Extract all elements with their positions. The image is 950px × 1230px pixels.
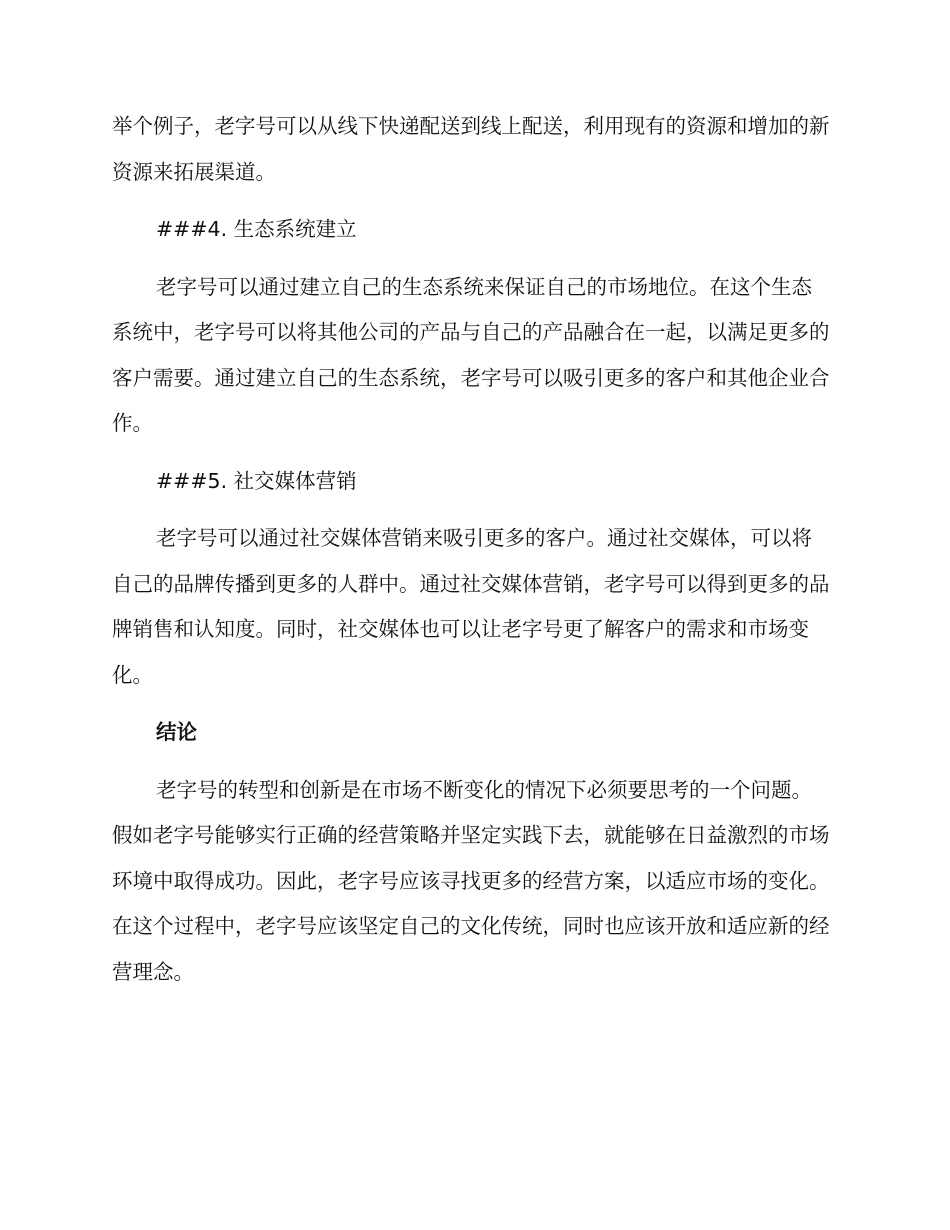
spacer	[112, 253, 832, 265]
spacer	[112, 195, 832, 207]
document-page	[112, 104, 832, 995]
spacer	[112, 504, 832, 516]
heading-social-media: ###5. 社交媒体营销	[156, 468, 357, 493]
paragraph-social-media: 老字号可以通过社交媒体营销来吸引更多的客户。通过社交媒体，可以将自己的品牌传播到更多的人群中。通过社交媒体营销，老字号可以得到更多的品牌销售和认知度。同时，社交媒体也可以让老字号更了解客户的需求和市场变化。	[112, 526, 830, 687]
spacer	[112, 756, 832, 768]
heading-conclusion: 结论	[156, 720, 197, 744]
heading-ecosystem: ###4. 生态系统建立	[156, 217, 357, 241]
spacer	[112, 447, 832, 459]
spacer	[112, 698, 832, 710]
paragraph-conclusion: 老字号的转型和创新是在市场不断变化的情况下必须要思考的一个问题。假如老字号能够实行正确的经营策略并坚定实践下去，就能够在日益激烈的市场环境中取得成功。因此，老字号应该寻找更多的经营方案，以适应市场的变化。在这个过程中，老字号应该坚定自己的文化传统，同时也应该开放和适应新的经营理念。	[112, 777, 830, 984]
paragraph-ecosystem: 老字号可以通过建立自己的生态系统来保证自己的市场地位。在这个生态系统中，老字号可以将其他公司的产品与自己的产品融合在一起，以满足更多的客户需要。通过建立自己的生态系统，老字号可以吸引更多的客户和其他企业合作。	[112, 274, 830, 435]
paragraph-channel-example: 举个例子，老字号可以从线下快递配送到线上配送，利用现有的资源和增加的新资源来拓展渠道。	[112, 114, 830, 184]
